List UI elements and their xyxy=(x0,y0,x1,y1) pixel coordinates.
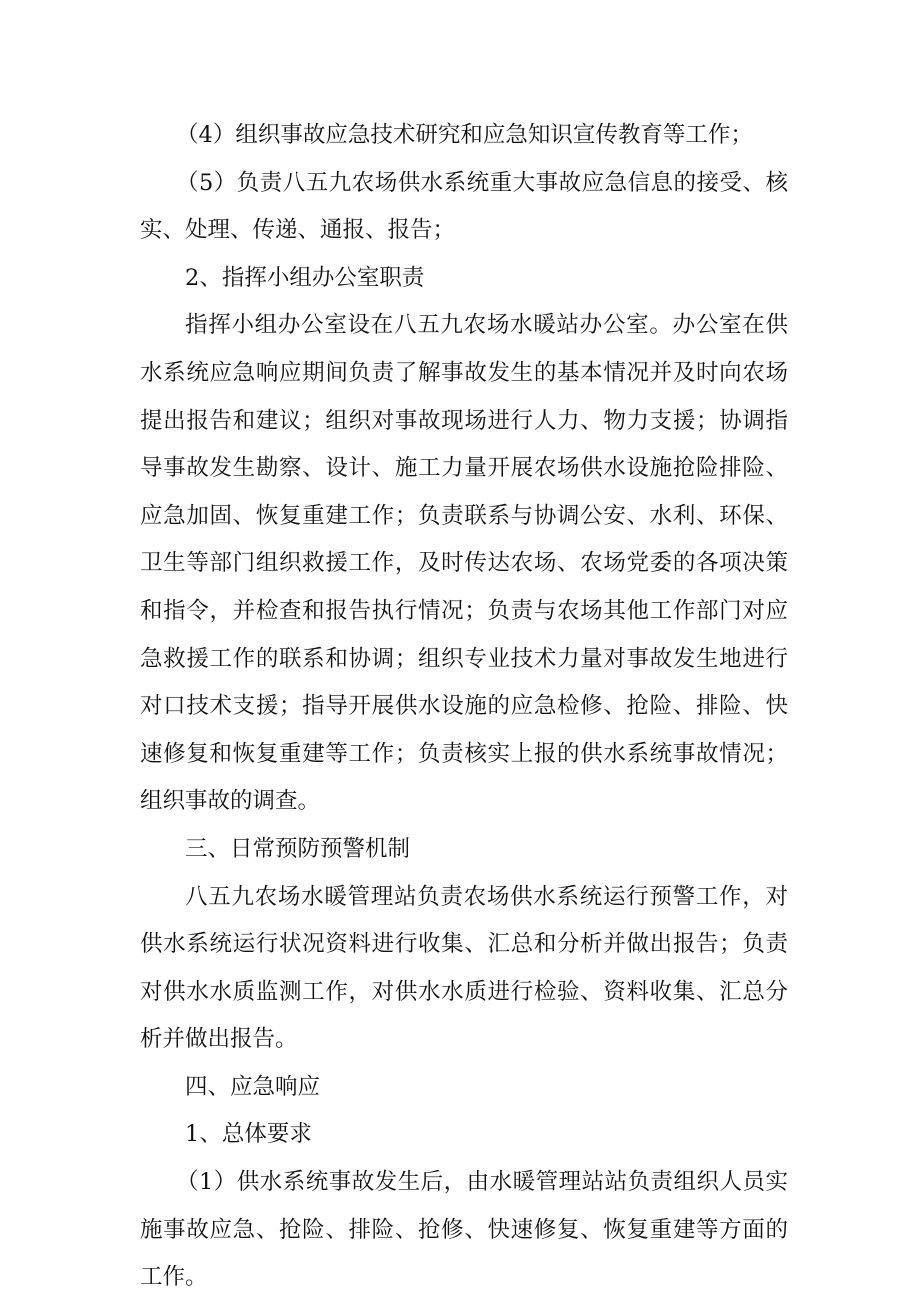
section-heading-emergency-response: 四、应急响应 xyxy=(185,1073,321,1100)
paragraph-item-4: （4）组织事故应急技术研究和应急知识宣传教育等工作； xyxy=(176,122,753,148)
paragraph-item-5: （5）负责八五九农场供水系统重大事故应急信息的接受、核实、处理、传递、通报、报告； xyxy=(140,169,788,244)
paragraph-office-duties: 指挥小组办公室设在八五九农场水暖站办公室。办公室在供水系统应急响应期间负责了解事故发生的基本情况并及时向农场提出报告和建议；组织对事故现场进行人力、物力支援；协调指导事故发生勘察、设计、施工力量开展农场供水设施抢险排险、应急加固、恢复重建工作；负责联系与协调公安、水利、环保、卫生等部门组织救援工作，及时传达农场、农场党委的各项决策和指令，并检查和报告执行情况；负责与农场其他工作部门对应急救援工作的联系和协调；组织专业技术力量对事故发生地进行对口技术支援；指导开展供水设施的应急检修、抢险、排险、快速修复和恢复重建等工作；负责核实上报的供水系统事故情况；组织事故的调查。 xyxy=(140,312,788,815)
paragraph-early-warning: 八五九农场水暖管理站负责农场供水系统运行预警工作，对供水系统运行状况资料进行收集、汇总和分析并做出报告；负责对供水水质监测工作，对供水水质进行检验、资料收集、汇总分析并做出报告。 xyxy=(140,883,788,1053)
document-body xyxy=(140,112,788,1302)
paragraph-requirement-1: （1）供水系统事故发生后，由水暖管理站站负责组织人员实施事故应急、抢险、排险、抢修、快速修复、恢复重建等方面的工作。 xyxy=(140,1169,788,1291)
section-heading-office-duties: 2、指挥小组办公室职责 xyxy=(185,264,425,291)
section-heading-general-requirements: 1、总体要求 xyxy=(185,1121,312,1148)
section-heading-early-warning: 三、日常预防预警机制 xyxy=(185,835,411,862)
